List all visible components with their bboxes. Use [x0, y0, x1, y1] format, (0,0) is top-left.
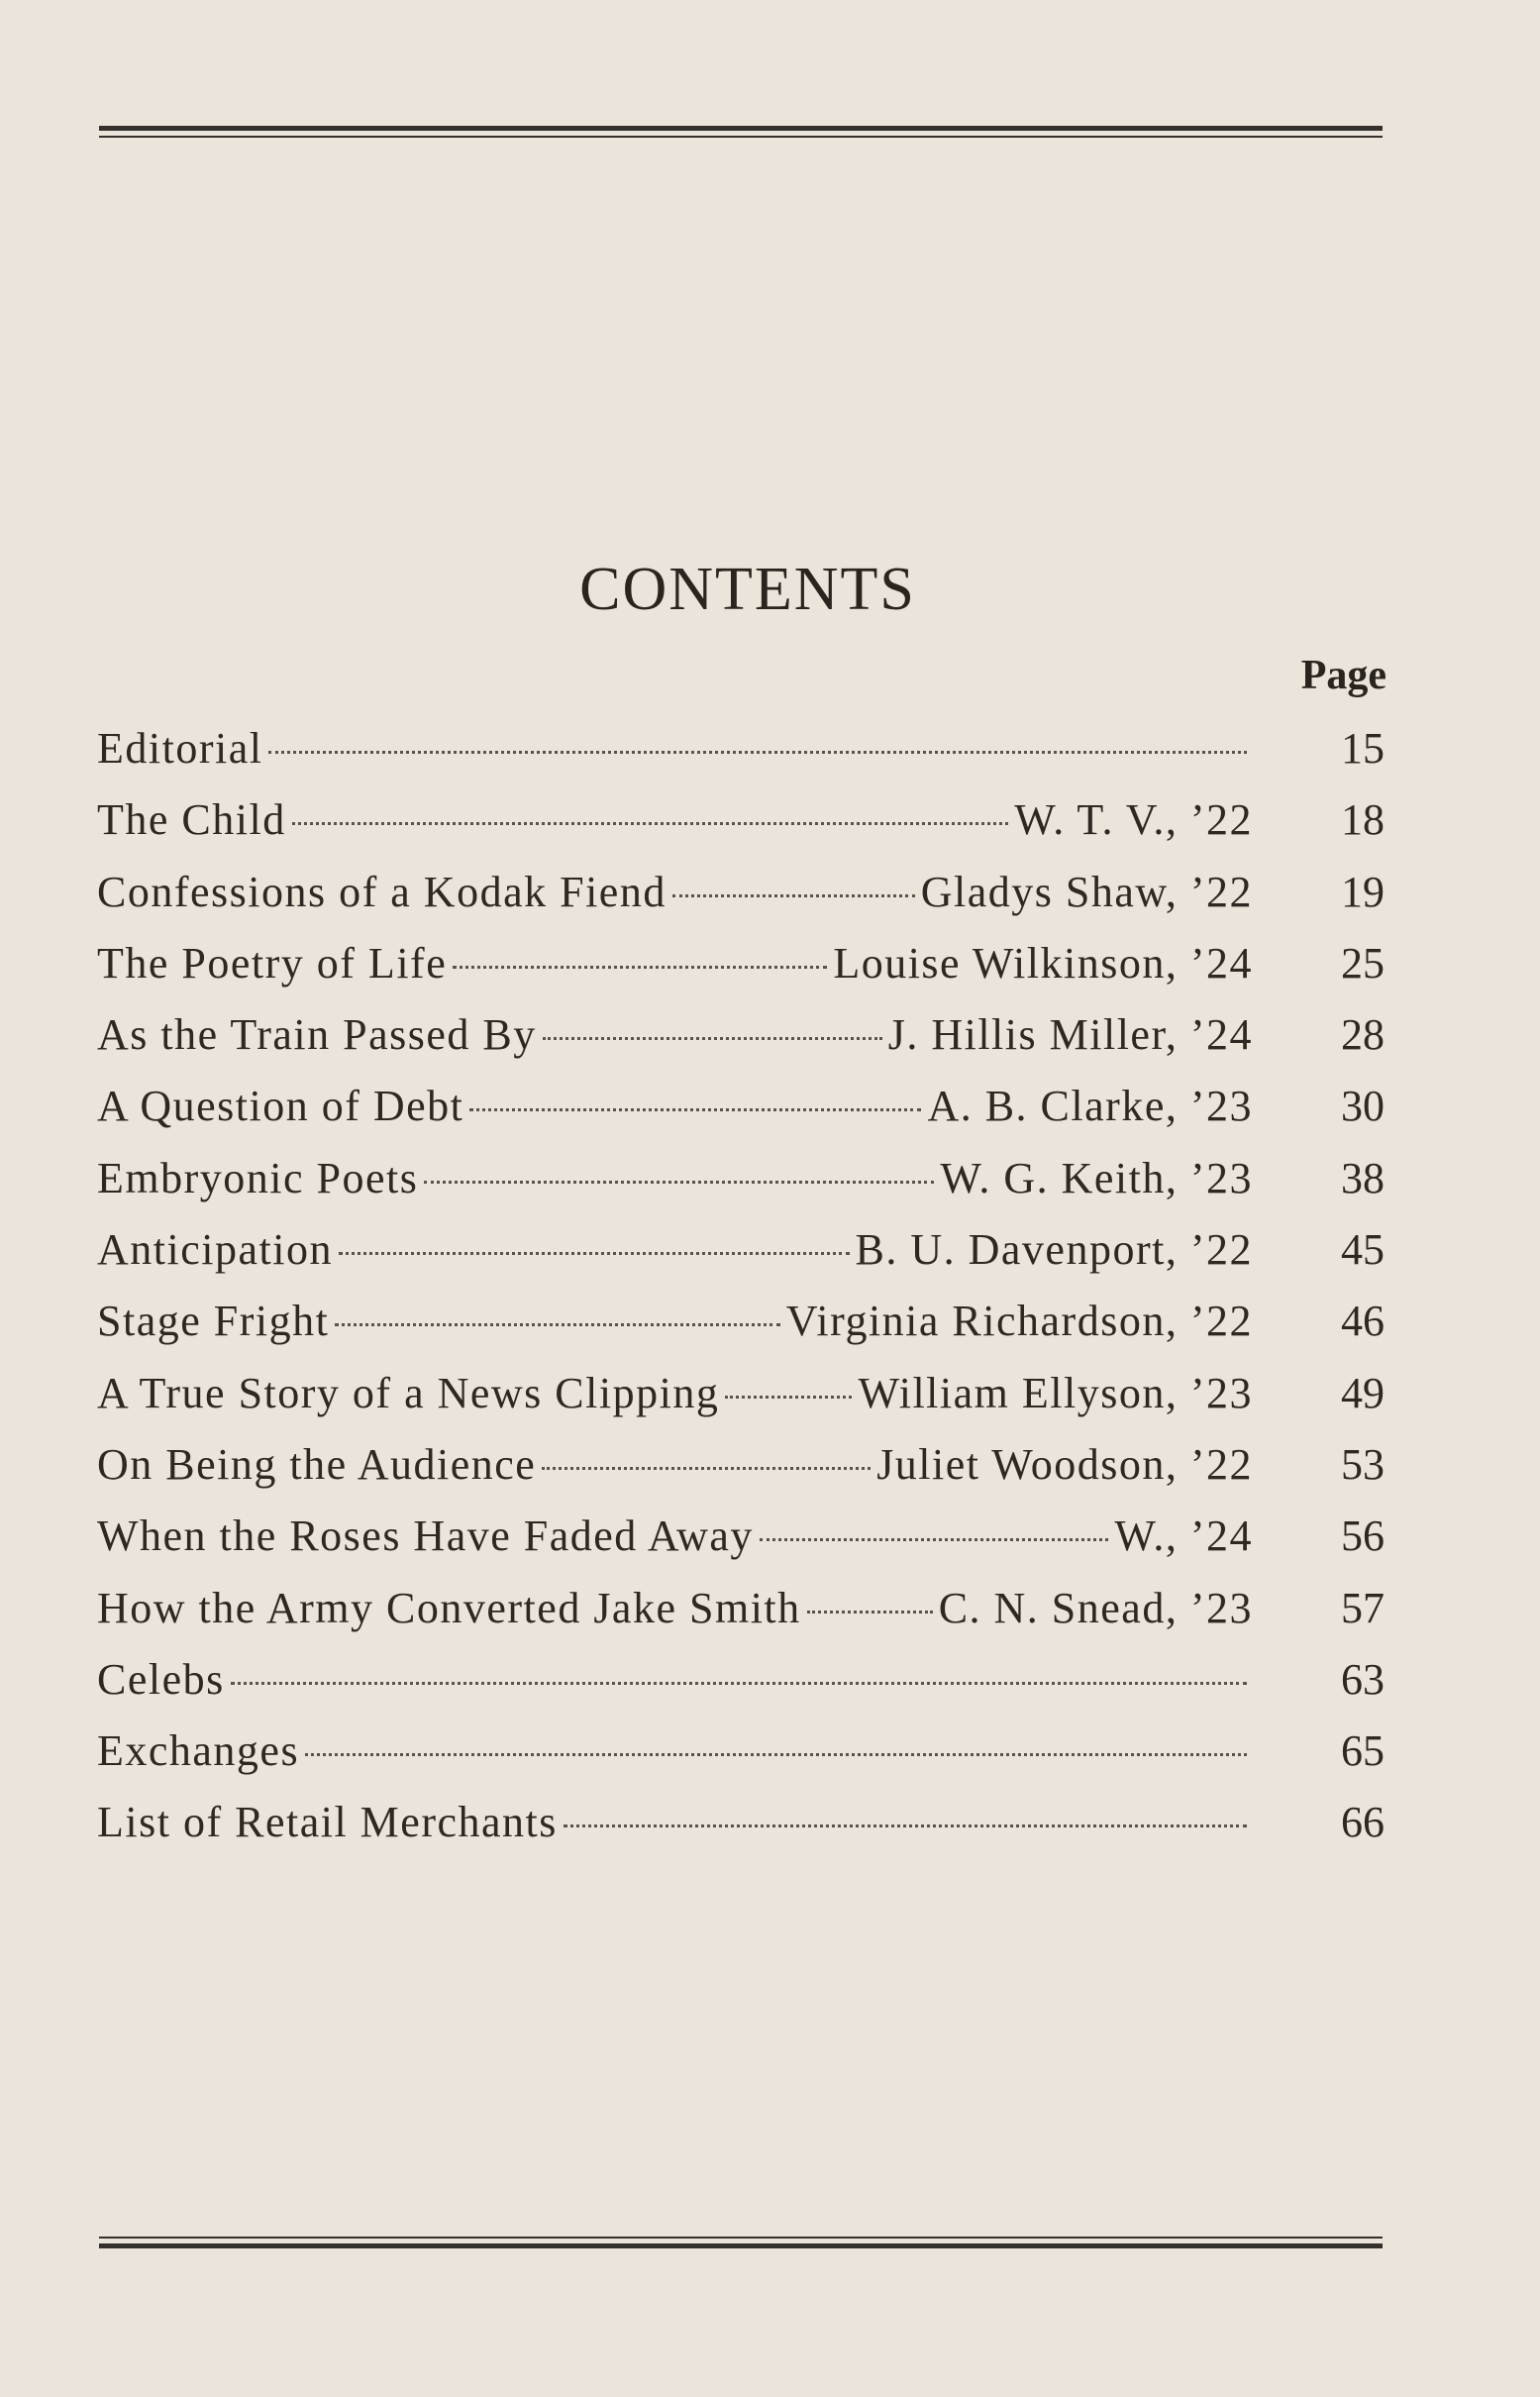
- leader-dots: [424, 1181, 934, 1184]
- toc-entry[interactable]: [97, 1358, 1385, 1429]
- toc-entry-author: J. Hillis Miller, ’24: [887, 1010, 1253, 1060]
- toc-entry-page: 57: [1341, 1583, 1385, 1632]
- leader-dots: [339, 1252, 850, 1255]
- toc-entry[interactable]: [97, 1716, 1385, 1787]
- toc-entry[interactable]: [97, 999, 1385, 1071]
- leader-dots: [231, 1682, 1247, 1685]
- toc-entry-title: When the Roses Have Faded Away: [97, 1511, 754, 1561]
- toc-entry-title: Editorial: [97, 724, 263, 773]
- leader-dots: [305, 1753, 1247, 1756]
- toc-entry-page: 63: [1341, 1654, 1385, 1704]
- toc-entry-title: A Question of Debt: [97, 1082, 464, 1131]
- toc-entry[interactable]: [97, 1501, 1385, 1572]
- bottom-rule-thin-line: [99, 2237, 1383, 2239]
- toc-entry[interactable]: [97, 1644, 1385, 1716]
- page-column-heading: Page: [1300, 653, 1386, 698]
- toc-entry-title: Confessions of a Kodak Fiend: [97, 867, 667, 916]
- toc-entry-page: 38: [1341, 1153, 1385, 1202]
- top-rule-thin-line: [99, 136, 1383, 138]
- toc-entry-author: B. U. Davenport, ’22: [855, 1225, 1253, 1275]
- bottom-rule-thick-line: [99, 2243, 1383, 2248]
- toc-entry-page: 15: [1341, 724, 1385, 773]
- leader-dots: [453, 966, 827, 969]
- toc-entry-page: 53: [1341, 1439, 1385, 1489]
- leader-dots: [268, 751, 1247, 754]
- toc-entry-page: 45: [1341, 1225, 1385, 1275]
- toc-entry-page: 28: [1341, 1010, 1385, 1060]
- toc-entry-title: As the Train Passed By: [97, 1010, 537, 1060]
- toc-entry-author: Gladys Shaw, ’22: [920, 867, 1253, 916]
- toc-entry-title: The Child: [97, 795, 286, 845]
- toc-entry[interactable]: [97, 1214, 1385, 1286]
- toc-entry-author: W. G. Keith, ’23: [940, 1153, 1253, 1202]
- toc-entry[interactable]: [97, 1071, 1385, 1142]
- toc-entry-page: 46: [1341, 1297, 1385, 1346]
- leader-dots: [335, 1323, 779, 1326]
- leader-dots: [564, 1824, 1247, 1827]
- leader-dots: [542, 1467, 871, 1470]
- toc-entry[interactable]: [97, 928, 1385, 999]
- leader-dots: [760, 1538, 1108, 1541]
- toc-entry-page: 65: [1341, 1726, 1385, 1776]
- leader-dots: [807, 1611, 933, 1614]
- toc-entry-author: C. N. Snead, ’23: [938, 1583, 1253, 1632]
- toc-entry-page: 56: [1341, 1511, 1385, 1561]
- toc-entry-title: Anticipation: [97, 1225, 333, 1275]
- toc-entry-title: Celebs: [97, 1654, 225, 1704]
- toc-entry-author: Virginia Richardson, ’22: [785, 1297, 1253, 1346]
- table-of-contents: [97, 713, 1385, 1859]
- toc-entry-title: How the Army Converted Jake Smith: [97, 1583, 801, 1632]
- contents-title: CONTENTS: [579, 556, 916, 623]
- toc-entry-author: Louise Wilkinson, ’24: [833, 938, 1253, 988]
- toc-entry[interactable]: [97, 1143, 1385, 1214]
- toc-entry[interactable]: [97, 784, 1385, 856]
- bottom-double-rule: [99, 2237, 1383, 2248]
- leader-dots: [543, 1037, 882, 1040]
- toc-entry-author: A. B. Clarke, ’23: [927, 1082, 1253, 1131]
- toc-entry-title: Stage Fright: [97, 1297, 330, 1346]
- leader-dots: [725, 1396, 852, 1399]
- top-rule-thick-line: [99, 126, 1383, 131]
- toc-entry-page: 19: [1341, 867, 1385, 916]
- toc-entry[interactable]: [97, 713, 1385, 784]
- toc-entry-author: W., ’24: [1114, 1511, 1253, 1561]
- toc-entry-title: A True Story of a News Clipping: [97, 1368, 720, 1417]
- toc-entry-title: The Poetry of Life: [97, 938, 448, 988]
- toc-entry[interactable]: [97, 857, 1385, 928]
- toc-entry-title: On Being the Audience: [97, 1439, 537, 1489]
- toc-entry-page: 30: [1341, 1082, 1385, 1131]
- leader-dots: [672, 894, 915, 897]
- toc-entry-title: Exchanges: [97, 1726, 300, 1776]
- toc-entry-page: 66: [1341, 1798, 1385, 1847]
- toc-entry-title: Embryonic Poets: [97, 1153, 419, 1202]
- toc-entry[interactable]: [97, 1286, 1385, 1357]
- leader-dots: [292, 822, 1009, 825]
- toc-entry[interactable]: [97, 1573, 1385, 1644]
- toc-entry-author: William Ellyson, ’23: [858, 1368, 1253, 1417]
- toc-entry-page: 25: [1341, 938, 1385, 988]
- top-double-rule: [99, 126, 1383, 138]
- toc-entry-page: 49: [1341, 1368, 1385, 1417]
- toc-entry[interactable]: [97, 1429, 1385, 1501]
- toc-entry-title: List of Retail Merchants: [97, 1798, 558, 1847]
- toc-entry-author: W. T. V., ’22: [1014, 795, 1253, 845]
- toc-entry[interactable]: [97, 1787, 1385, 1858]
- toc-entry-author: Juliet Woodson, ’22: [876, 1439, 1253, 1489]
- toc-entry-page: 18: [1341, 795, 1385, 845]
- leader-dots: [469, 1108, 921, 1111]
